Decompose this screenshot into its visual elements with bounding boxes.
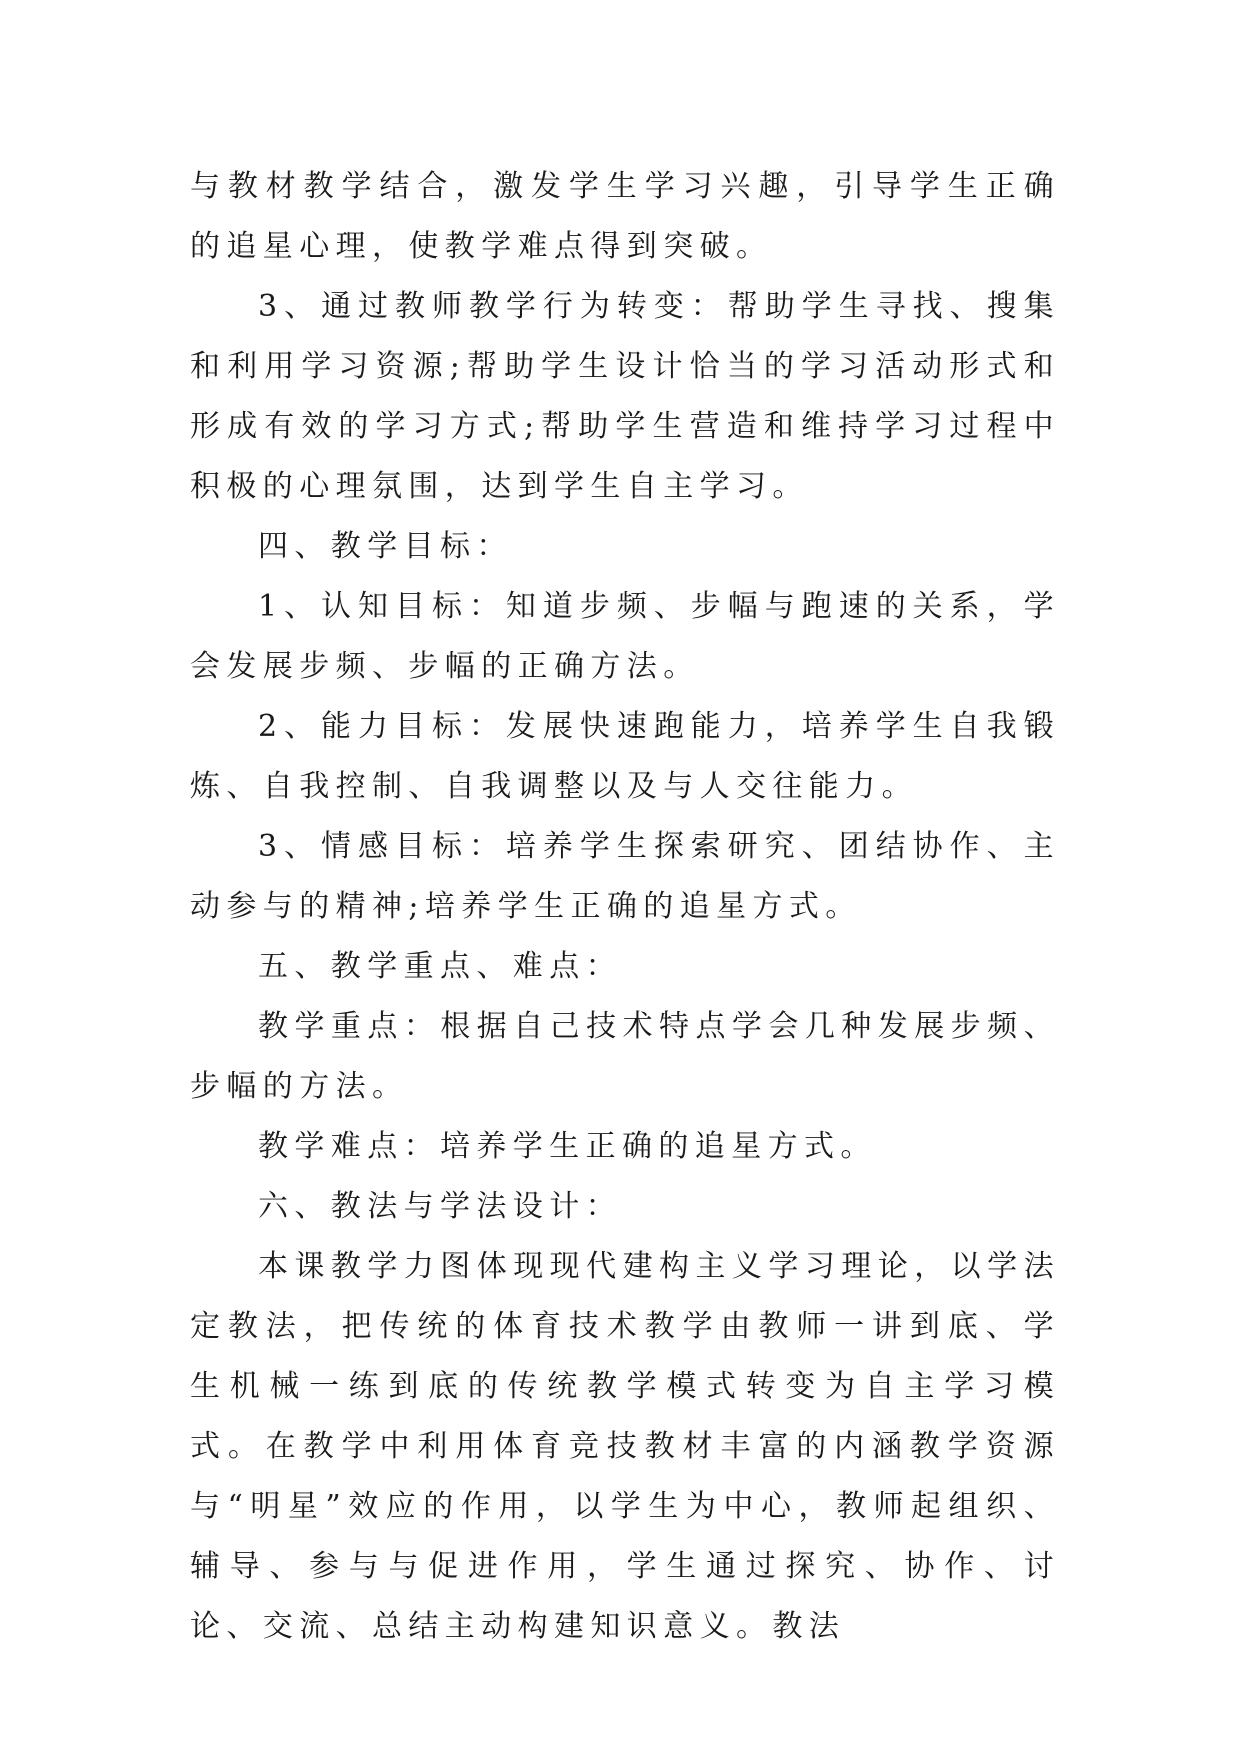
paragraph-continuation: 与教材教学结合，激发学生学习兴趣，引导学生正确的追星心理，使教学难点得到突破。 [190,169,1060,264]
paragraph-cognitive-goal: 1、认知目标：知道步频、步幅与跑速的关系，学会发展步频、步幅的正确方法。 [190,589,1060,684]
document-body [190,157,1060,1657]
heading-key-points: 五、教学重点、难点： [258,949,622,984]
paragraph-teaching-difficulty: 教学难点：培养学生正确的追星方式。 [258,1129,877,1164]
paragraph-emotional-goal: 3、情感目标：培养学生探索研究、团结协作、主动参与的精神;培养学生正确的追星方式。 [190,829,1060,924]
paragraph-teacher-behavior: 3、通过教师教学行为转变：帮助学生寻找、搜集和利用学习资源;帮助学生设计恰当的学习活动形式和形成有效的学习方式;帮助学生营造和维持学习过程中积极的心理氛围，达到学生自主学习。 [190,289,1060,504]
paragraph-ability-goal: 2、能力目标：发展快速跑能力，培养学生自我锻炼、自我控制、自我调整以及与人交往能力。 [190,709,1060,804]
heading-teaching-goals: 四、教学目标： [258,529,513,564]
heading-method-design: 六、教法与学法设计： [258,1189,622,1224]
paragraph-method-description: 本课教学力图体现现代建构主义学习理论，以学法定教法，把传统的体育技术教学由教师一讲到底、学生机械一练到底的传统教学模式转变为自主学习模式。在教学中利用体育竞技教材丰富的内涵教学资源与“明星”效应的作用，以学生为中心，教师起组织、辅导、参与与促进作用，学生通过探究、协作、讨论、交流、总结主动构建知识意义。教法 [190,1249,1060,1644]
paragraph-teaching-focus: 教学重点：根据自己技术特点学会几种发展步频、步幅的方法。 [190,1009,1060,1104]
